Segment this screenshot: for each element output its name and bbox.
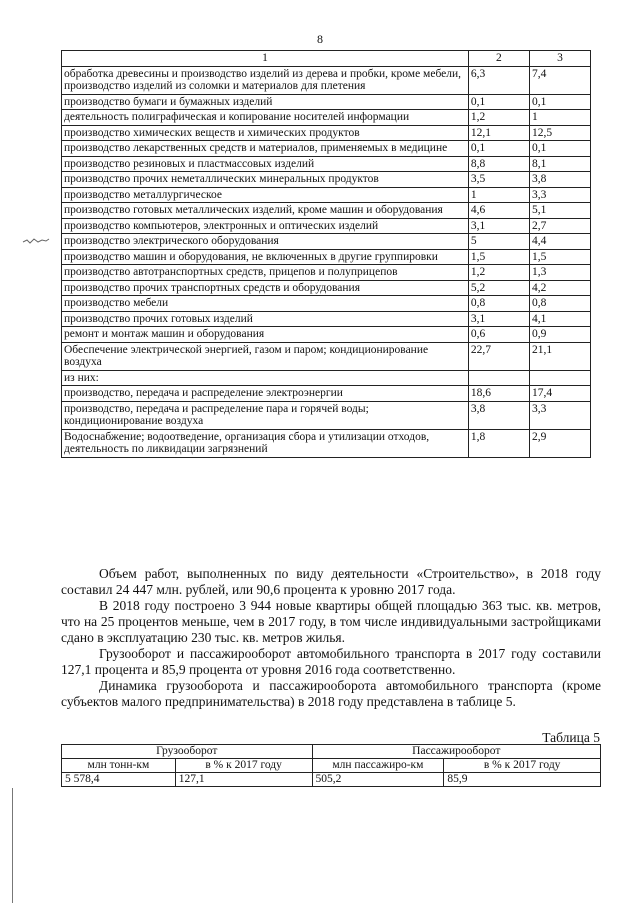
value-cell: 3,1 (468, 311, 529, 327)
table-row (62, 94, 591, 110)
value-cell: 3,1 (468, 218, 529, 234)
table-row (62, 234, 591, 250)
value-cell: 1 (468, 187, 529, 203)
table-row (62, 327, 591, 343)
value-cell: 0,6 (468, 327, 529, 343)
value-cell: 1 (529, 110, 590, 126)
value-cell: 5 (468, 234, 529, 250)
paragraph-dynamics (61, 678, 601, 710)
page-number: 8 (317, 32, 323, 46)
value-cell: 1,3 (529, 265, 590, 281)
table-header-row (62, 745, 601, 759)
data-cell: 127,1 (175, 773, 312, 787)
value-cell: 0,1 (468, 94, 529, 110)
row-label-cell: производство автотранспортных средств, прицепов и полуприцепов (62, 265, 469, 281)
value-cell: 1,5 (468, 249, 529, 265)
value-cell: 1,5 (529, 249, 590, 265)
table-row (62, 203, 591, 219)
row-label-cell: ремонт и монтаж машин и оборудования (62, 327, 469, 343)
value-cell (468, 370, 529, 386)
row-label-cell: производство готовых металлических изделий, кроме машин и оборудования (62, 203, 469, 219)
value-cell: 0,1 (468, 141, 529, 157)
ink-smudge-mark (22, 236, 50, 246)
subheader-cell: млн пассажиро-км (312, 759, 444, 773)
value-cell: 22,7 (468, 342, 529, 370)
value-cell: 2,7 (529, 218, 590, 234)
row-label-cell: производство электрического оборудования (62, 234, 469, 250)
value-cell: 0,8 (468, 296, 529, 312)
table-row (62, 280, 591, 296)
row-label-cell: производство, передача и распределение пара и горячей воды; кондиционирование воздуха (62, 401, 469, 429)
row-label-cell: обработка древесины и производство изделий из дерева и пробки, кроме мебели, производство изделий из соломки и материалов для плетения (62, 66, 469, 94)
table-row (62, 156, 591, 172)
row-label-cell: производство прочих неметаллических минеральных продуктов (62, 172, 469, 188)
value-cell: 4,1 (529, 311, 590, 327)
table-row (62, 172, 591, 188)
table-row (62, 429, 591, 457)
row-label-cell: производство машин и оборудования, не включенных в другие группировки (62, 249, 469, 265)
value-cell: 3,8 (468, 401, 529, 429)
table-row (62, 141, 591, 157)
row-label-cell: Обеспечение электрической энергией, газом и паром; кондиционирование воздуха (62, 342, 469, 370)
row-label-cell: производство компьютеров, электронных и оптических изделий (62, 218, 469, 234)
row-label-cell: производство прочих транспортных средств и оборудования (62, 280, 469, 296)
header-cell: 1 (62, 51, 469, 67)
row-label-cell: Водоснабжение; водоотведение, организация сбора и утилизации отходов, деятельность по ликвидации загрязнений (62, 429, 469, 457)
value-cell: 3,8 (529, 172, 590, 188)
table-row (62, 370, 591, 386)
subheader-cell: млн тонн-км (62, 759, 176, 773)
value-cell: 1,2 (468, 265, 529, 281)
value-cell: 7,4 (529, 66, 590, 94)
paragraph-turnover (61, 646, 601, 678)
value-cell: 1,8 (468, 429, 529, 457)
value-cell: 21,1 (529, 342, 590, 370)
paragraph-text: В 2018 году построено 3 944 новые квартиры общей площадью 363 тыс. кв. метров, что на 25 процентов меньше, чем в 2017 году, в том числе индивидуальными застройщиками сдано в эксплуатацию 230 тыс. кв. метров жилья. (61, 598, 601, 645)
industry-index-table (61, 50, 591, 458)
row-label-cell: производство прочих готовых изделий (62, 311, 469, 327)
value-cell: 4,2 (529, 280, 590, 296)
value-cell: 3,5 (468, 172, 529, 188)
table-row (62, 773, 601, 787)
table-row (62, 218, 591, 234)
value-cell: 3,3 (529, 401, 590, 429)
row-label-cell: производство мебели (62, 296, 469, 312)
table-row (62, 187, 591, 203)
group-header-freight: Грузооборот (62, 745, 313, 759)
paragraph-housing (61, 598, 601, 646)
data-cell: 5 578,4 (62, 773, 176, 787)
paragraph-text: Объем работ, выполненных по виду деятельности «Строительство», в 2018 году составил 24 447 млн. рублей, или 90,6 процента к уровню 2017 года. (61, 566, 601, 597)
table-row (62, 125, 591, 141)
table-subheader-row (62, 759, 601, 773)
value-cell: 17,4 (529, 386, 590, 402)
table-row (62, 110, 591, 126)
table-row (62, 296, 591, 312)
value-cell: 8,8 (468, 156, 529, 172)
row-label-cell: производство резиновых и пластмассовых изделий (62, 156, 469, 172)
table-row (62, 311, 591, 327)
row-label-cell: из них: (62, 370, 469, 386)
row-label-cell: деятельность полиграфическая и копирование носителей информации (62, 110, 469, 126)
value-cell: 5,1 (529, 203, 590, 219)
subheader-cell: в % к 2017 году (175, 759, 312, 773)
value-cell: 5,2 (468, 280, 529, 296)
paragraph-text: Динамика грузооборота и пассажирооборота автомобильного транспорта (кроме субъектов малого предпринимательства) в 2018 году представлена в таблице 5. (61, 678, 601, 709)
paragraph-construction (61, 566, 601, 598)
value-cell: 8,1 (529, 156, 590, 172)
row-label-cell: производство металлургическое (62, 187, 469, 203)
subheader-cell: в % к 2017 году (444, 759, 601, 773)
data-cell: 505,2 (312, 773, 444, 787)
header-cell: 3 (529, 51, 590, 67)
row-label-cell: производство, передача и распределение электроэнергии (62, 386, 469, 402)
paragraph-text: Грузооборот и пассажирооборот автомобильного транспорта в 2017 году составили 127,1 процента и 85,9 процента от уровня 2016 года соответственно. (61, 646, 601, 677)
value-cell: 6,3 (468, 66, 529, 94)
row-label-cell: производство бумаги и бумажных изделий (62, 94, 469, 110)
value-cell: 12,1 (468, 125, 529, 141)
table-body (62, 66, 591, 457)
value-cell: 18,6 (468, 386, 529, 402)
value-cell: 4,6 (468, 203, 529, 219)
table-row (62, 401, 591, 429)
table-row (62, 249, 591, 265)
value-cell: 0,1 (529, 94, 590, 110)
transport-table (61, 744, 601, 787)
value-cell: 12,5 (529, 125, 590, 141)
value-cell: 2,9 (529, 429, 590, 457)
margin-line (12, 788, 13, 903)
value-cell: 4,4 (529, 234, 590, 250)
data-cell: 85,9 (444, 773, 601, 787)
table-row (62, 386, 591, 402)
value-cell: 0,1 (529, 141, 590, 157)
header-cell: 2 (468, 51, 529, 67)
value-cell: 1,2 (468, 110, 529, 126)
table-row (62, 66, 591, 94)
value-cell (529, 370, 590, 386)
table-header-row (62, 51, 591, 67)
value-cell: 3,3 (529, 187, 590, 203)
value-cell: 0,9 (529, 327, 590, 343)
row-label-cell: производство химических веществ и химических продуктов (62, 125, 469, 141)
row-label-cell: производство лекарственных средств и материалов, применяемых в медицине (62, 141, 469, 157)
group-header-passenger: Пассажирооборот (312, 745, 601, 759)
table5-title: Таблица 5 (542, 730, 600, 745)
table-row (62, 265, 591, 281)
value-cell: 0,8 (529, 296, 590, 312)
table-row (62, 342, 591, 370)
